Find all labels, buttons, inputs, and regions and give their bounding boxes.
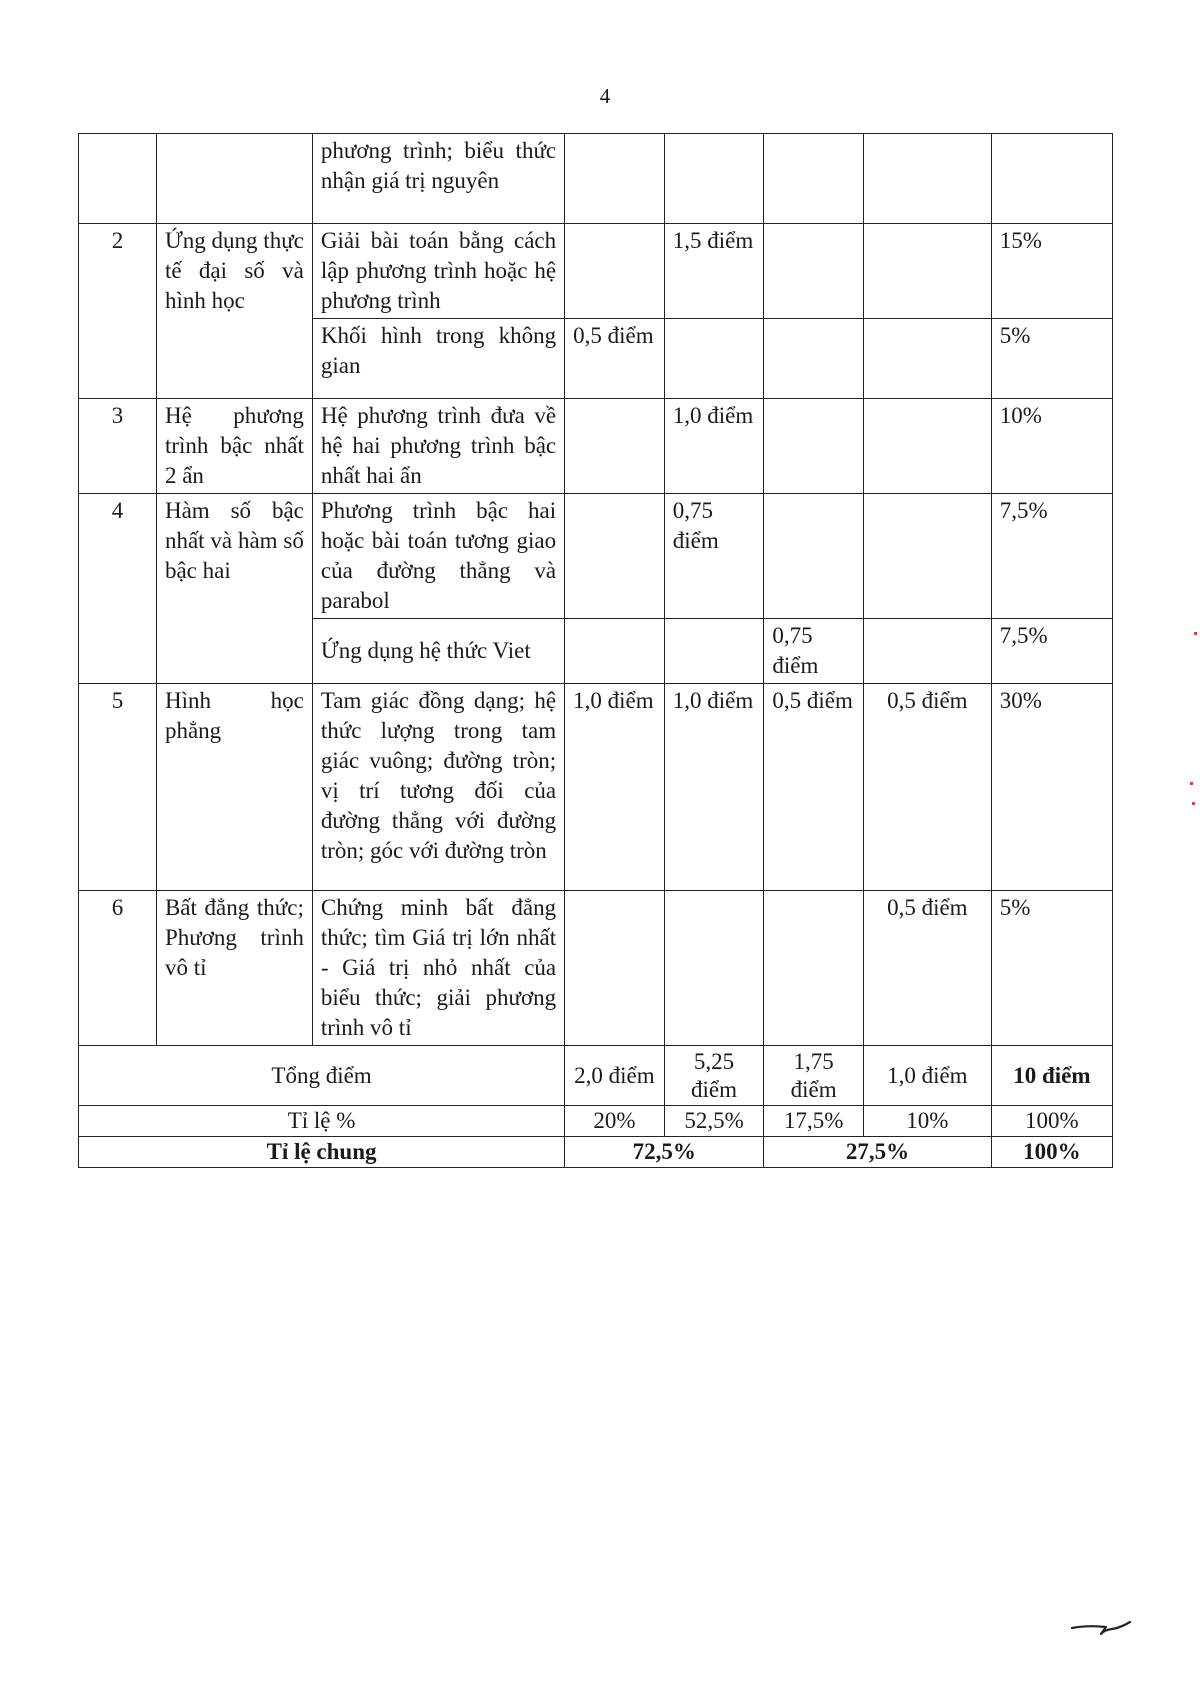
scan-mark bbox=[1190, 782, 1193, 785]
score-nb: 0,5 điểm bbox=[565, 319, 665, 399]
score-nb bbox=[565, 224, 665, 319]
content-cell: Phương trình bậc hai hoặc bài toán tương giao của đường thẳng và parabol bbox=[312, 494, 564, 619]
row-number: 3 bbox=[79, 399, 157, 494]
topic-cell: Bất đẳng thức; Phương trình vô tỉ bbox=[156, 891, 312, 1046]
score-vd: 0,75 điểm bbox=[764, 619, 864, 684]
ratio-nb: 20% bbox=[565, 1106, 665, 1137]
ratio-th: 52,5% bbox=[664, 1106, 764, 1137]
total-nb: 2,0 điểm bbox=[565, 1046, 665, 1106]
general-ratio-high: 27,5% bbox=[764, 1137, 991, 1168]
total-th: 5,25 điểm bbox=[664, 1046, 764, 1106]
table-row bbox=[79, 494, 1113, 619]
exam-matrix-table bbox=[78, 133, 1113, 1168]
row-number: 5 bbox=[79, 684, 157, 891]
content-cell: Tam giác đồng dạng; hệ thức lượng trong tam giác vuông; đường tròn; vị trí tương đối của đường thẳng với đường tròn; góc với đường tròn bbox=[312, 684, 564, 891]
content-cell: Hệ phương trình đưa về hệ hai phương trình bậc nhất hai ẩn bbox=[312, 399, 564, 494]
table-row bbox=[79, 684, 1113, 891]
row-number bbox=[79, 134, 157, 224]
general-ratio-all: 100% bbox=[991, 1137, 1112, 1168]
ratio-vdc: 10% bbox=[863, 1106, 991, 1137]
content-cell: Ứng dụng hệ thức Viet bbox=[312, 619, 564, 684]
ratio-row bbox=[79, 1106, 1113, 1137]
percent-cell: 7,5% bbox=[991, 619, 1112, 684]
percent-cell: 5% bbox=[991, 319, 1112, 399]
score-vdc: 0,5 điểm bbox=[863, 891, 991, 1046]
percent-cell bbox=[991, 134, 1112, 224]
content-cell: Chứng minh bất đẳng thức; tìm Giá trị lớn nhất - Giá trị nhỏ nhất của biểu thức; giải phương trình vô tỉ bbox=[312, 891, 564, 1046]
percent-cell: 10% bbox=[991, 399, 1112, 494]
score-th: 1,5 điểm bbox=[664, 224, 764, 319]
score-th: 1,0 điểm bbox=[664, 399, 764, 494]
score-vd bbox=[764, 224, 864, 319]
score-vdc bbox=[863, 494, 991, 619]
ratio-all: 100% bbox=[991, 1106, 1112, 1137]
topic-cell bbox=[156, 134, 312, 224]
topic-cell: Ứng dụng thực tế đại số và hình học bbox=[156, 224, 312, 399]
score-vdc: 0,5 điểm bbox=[863, 684, 991, 891]
score-th: 1,0 điểm bbox=[664, 684, 764, 891]
topic-cell: Hàm số bậc nhất và hàm số bậc hai bbox=[156, 494, 312, 684]
score-vdc bbox=[863, 319, 991, 399]
content-cell: Giải bài toán bằng cách lập phương trình hoặc hệ phương trình bbox=[312, 224, 564, 319]
score-nb bbox=[565, 494, 665, 619]
total-vd: 1,75 điểm bbox=[764, 1046, 864, 1106]
score-th bbox=[664, 134, 764, 224]
score-nb bbox=[565, 399, 665, 494]
score-nb bbox=[565, 619, 665, 684]
content-cell: Khối hình trong không gian bbox=[312, 319, 564, 399]
topic-cell: Hệ phương trình bậc nhất 2 ẩn bbox=[156, 399, 312, 494]
score-vdc bbox=[863, 619, 991, 684]
topic-cell: Hình học phẳng bbox=[156, 684, 312, 891]
score-vd bbox=[764, 134, 864, 224]
table-row bbox=[79, 399, 1113, 494]
score-nb: 1,0 điểm bbox=[565, 684, 665, 891]
score-th bbox=[664, 619, 764, 684]
score-vd bbox=[764, 494, 864, 619]
percent-cell: 30% bbox=[991, 684, 1112, 891]
content-cell: phương trình; biểu thức nhận giá trị nguyên bbox=[312, 134, 564, 224]
score-nb bbox=[565, 891, 665, 1046]
row-number: 2 bbox=[79, 224, 157, 399]
score-th: 0,75 điểm bbox=[664, 494, 764, 619]
initials-signature bbox=[1070, 1616, 1138, 1642]
total-row bbox=[79, 1046, 1113, 1106]
score-vdc bbox=[863, 399, 991, 494]
percent-cell: 5% bbox=[991, 891, 1112, 1046]
table-row bbox=[79, 224, 1113, 319]
score-vd: 0,5 điểm bbox=[764, 684, 864, 891]
general-ratio-low: 72,5% bbox=[565, 1137, 764, 1168]
row-number: 6 bbox=[79, 891, 157, 1046]
percent-cell: 15% bbox=[991, 224, 1112, 319]
total-vdc: 1,0 điểm bbox=[863, 1046, 991, 1106]
ratio-label: Tỉ lệ % bbox=[79, 1106, 565, 1137]
page-number: 4 bbox=[599, 84, 611, 108]
general-ratio-row bbox=[79, 1137, 1113, 1168]
percent-cell: 7,5% bbox=[991, 494, 1112, 619]
general-ratio-label: Tỉ lệ chung bbox=[79, 1137, 565, 1168]
score-th bbox=[664, 891, 764, 1046]
score-vd bbox=[764, 399, 864, 494]
total-all: 10 điểm bbox=[991, 1046, 1112, 1106]
total-label: Tổng điểm bbox=[79, 1046, 565, 1106]
table-row bbox=[79, 891, 1113, 1046]
scan-mark bbox=[1194, 632, 1197, 635]
score-vdc bbox=[863, 134, 991, 224]
score-th bbox=[664, 319, 764, 399]
score-vd bbox=[764, 891, 864, 1046]
ratio-vd: 17,5% bbox=[764, 1106, 864, 1137]
score-nb bbox=[565, 134, 665, 224]
row-number: 4 bbox=[79, 494, 157, 684]
score-vdc bbox=[863, 224, 991, 319]
table-row bbox=[79, 134, 1113, 224]
score-vd bbox=[764, 319, 864, 399]
scan-mark bbox=[1192, 802, 1195, 805]
